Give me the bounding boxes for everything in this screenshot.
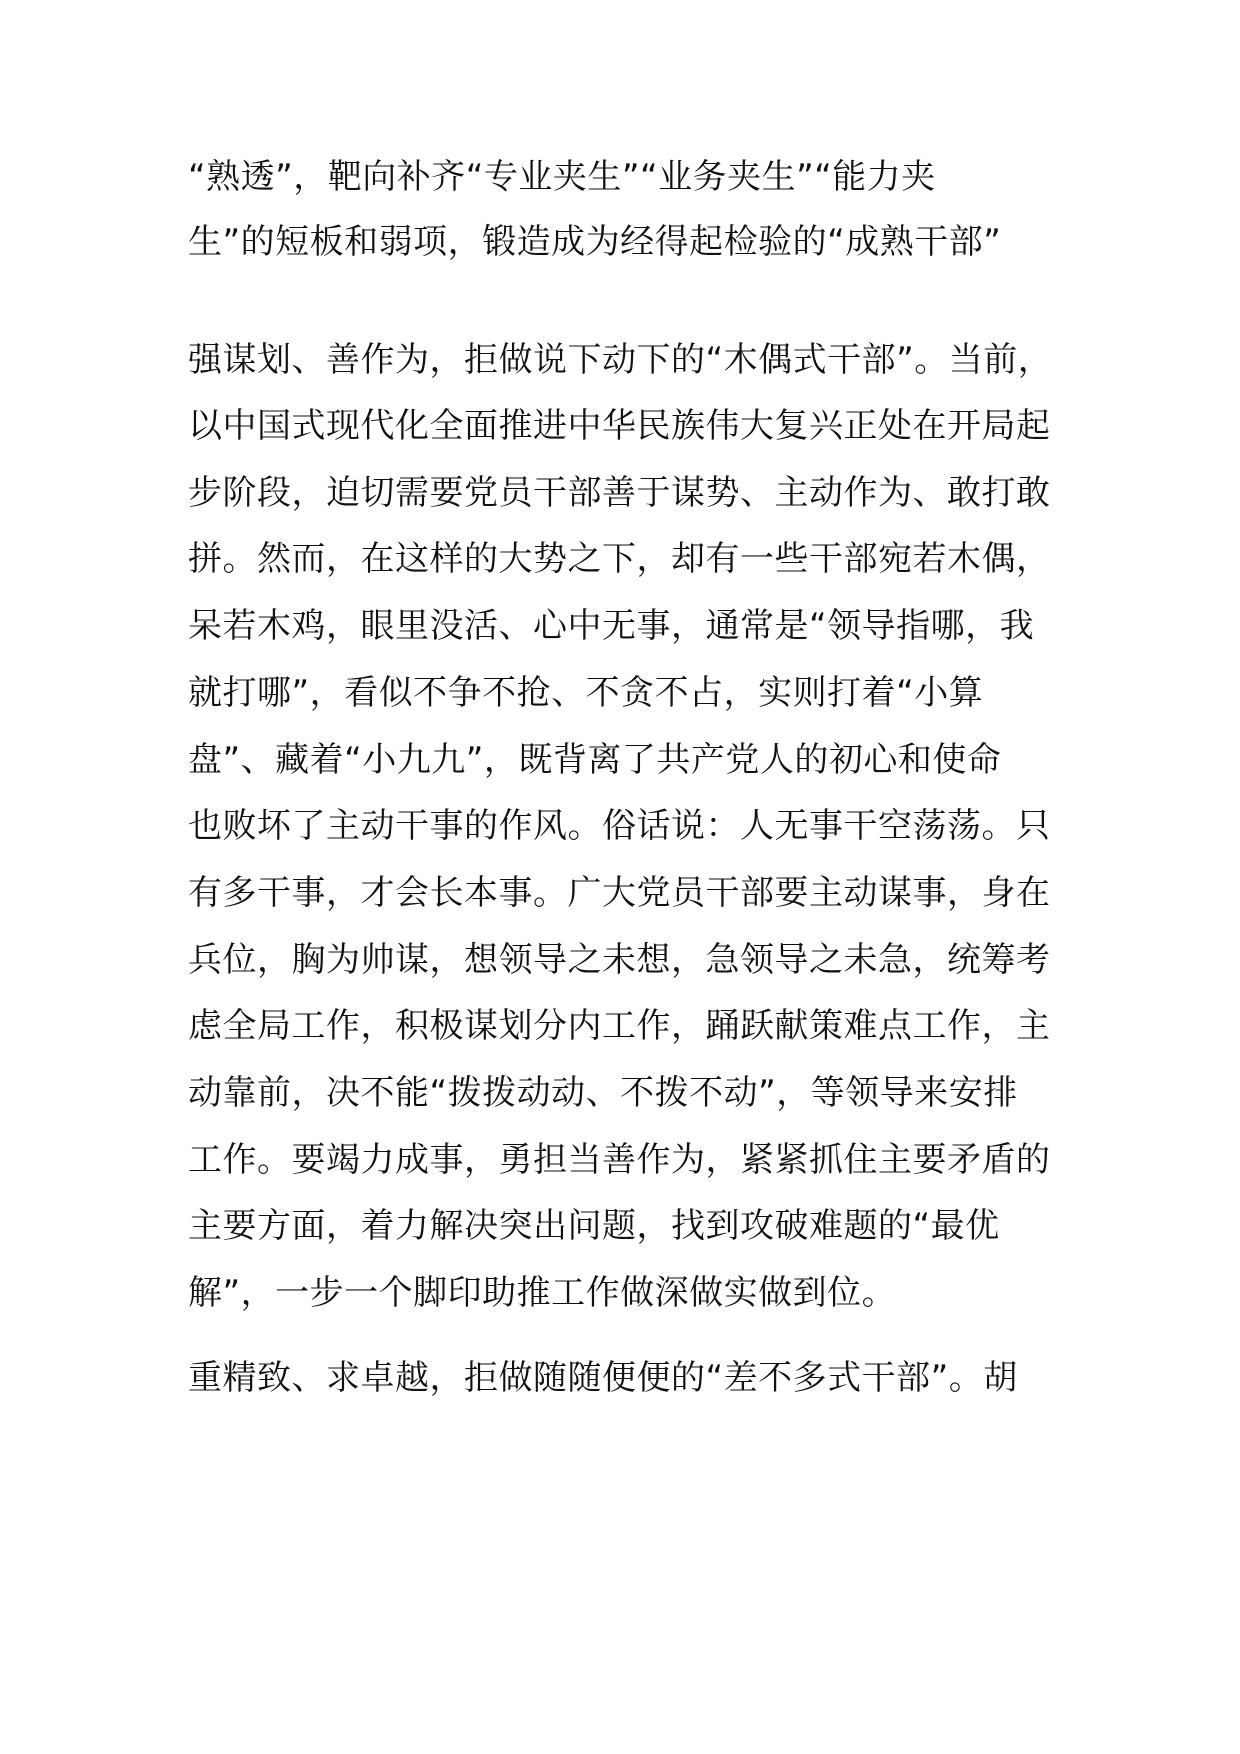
text-line: 呆若木鸡，眼里没活、心中无事，通常是“领导指哪，我	[188, 606, 1035, 646]
text-line: 有多干事，才会长本事。广大党员干部要主动谋事，身在	[188, 873, 1051, 913]
text-line: 也败坏了主动干事的作风。俗话说：人无事干空荡荡。只	[188, 806, 1051, 846]
text-line: 强谋划、善作为，拒做说下动下的“木偶式干部”。当前，	[188, 340, 1053, 380]
text-line: 虑全局工作，积极谋划分内工作，踊跃献策难点工作，主	[188, 1006, 1051, 1046]
text-line: 工作。要竭力成事，勇担当善作为，紧紧抓住主要矛盾的	[188, 1140, 1051, 1180]
text-line: 解”，一步一个脚印助推工作做深做实做到位。	[188, 1273, 897, 1313]
text-line: 生”的短板和弱项，锻造成为经得起检验的“成熟干部”	[188, 222, 1002, 262]
text-line: 步阶段，迫切需要党员干部善于谋势、主动作为、敢打敢	[188, 473, 1051, 513]
text-line: 兵位，胸为帅谋，想领导之未想，急领导之未急，统筹考	[188, 940, 1051, 980]
text-line: 动靠前，决不能“拨拨动动、不拨不动”，等领导来安排	[188, 1073, 1018, 1113]
text-line: 主要方面，着力解决突出问题，找到攻破难题的“最优	[188, 1206, 1000, 1246]
text-line: “熟透”，靶向补齐“专业夹生”“业务夹生”“能力夹	[188, 157, 936, 197]
text-line: 盘”、藏着“小九九”，既背离了共产党人的初心和使命	[188, 740, 1002, 780]
text-line: 重精致、求卓越，拒做随随便便的“差不多式干部”。胡	[188, 1358, 1018, 1398]
text-line: 就打哪”，看似不争不抢、不贪不占，实则打着“小算	[188, 673, 984, 713]
text-line: 拼。然而，在这样的大势之下，却有一些干部宛若木偶，	[188, 539, 1051, 579]
text-line: 以中国式现代化全面推进中华民族伟大复兴正处在开局起	[188, 406, 1051, 446]
